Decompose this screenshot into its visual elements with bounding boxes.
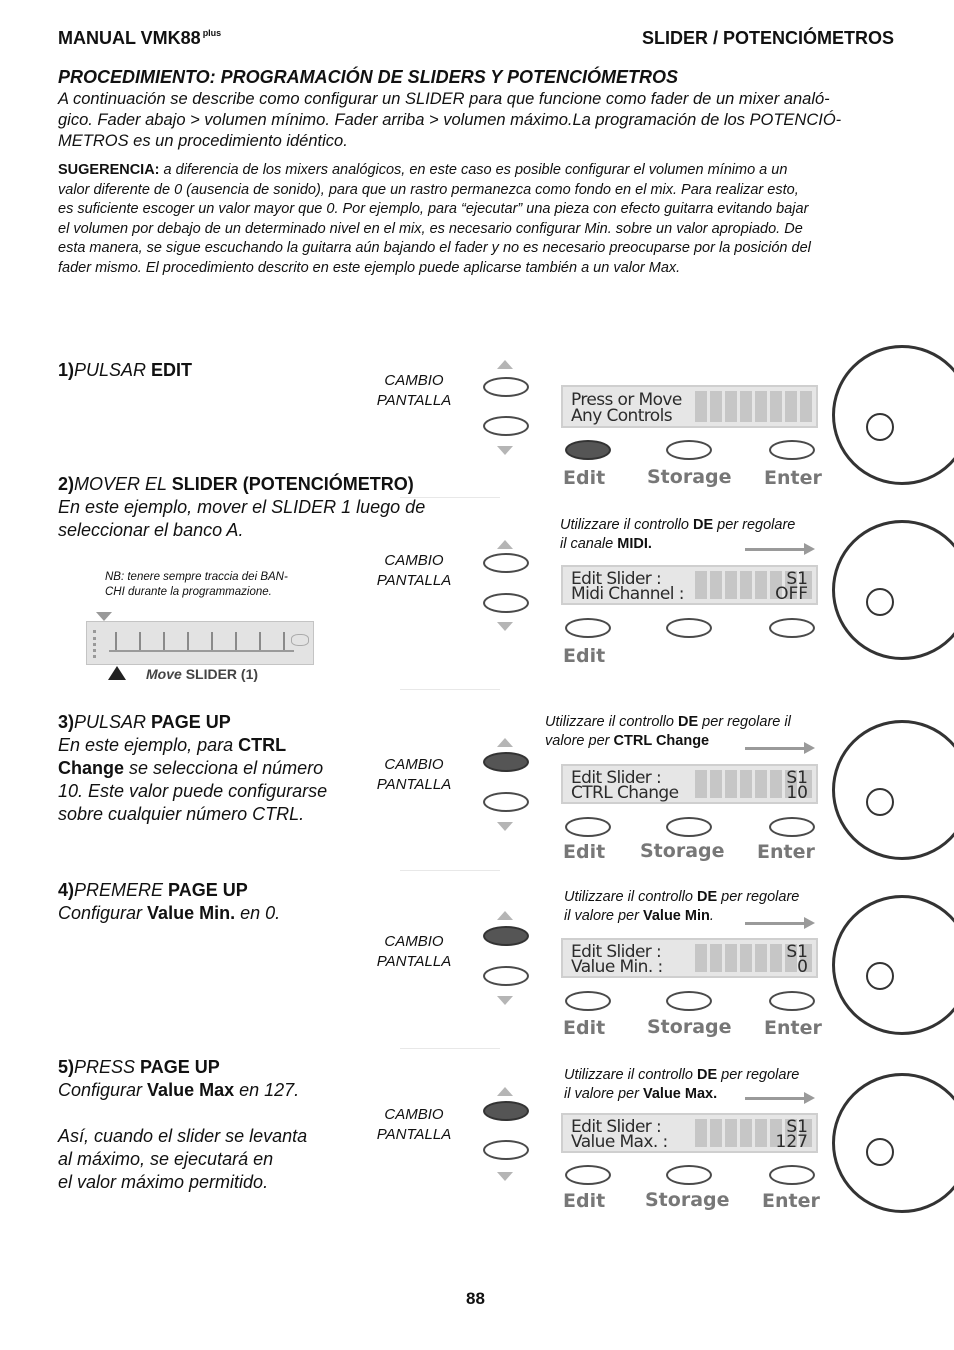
step-3: 3)PULSAR PAGE UP En este ejemplo, para CTRL Change se selecciona el número 10. Este valor puede configurarse sobre cualquier número CTRL. <box>58 712 328 824</box>
knob-indicator-icon <box>866 1138 894 1166</box>
page-up-arrow-icon <box>497 738 513 747</box>
edit-button[interactable] <box>565 991 611 1011</box>
tip-label: SUGERENCIA: <box>58 162 160 178</box>
cambio-pantalla-label: CAMBIO PANTALLA <box>376 372 452 409</box>
lcd-line-1: Edit Slider : <box>571 569 662 589</box>
lcd-value-2: OFF <box>775 584 808 604</box>
data-entry-knob-icon[interactable] <box>832 520 954 660</box>
slider-1-pointer-icon <box>108 666 126 680</box>
edit-button[interactable] <box>565 817 611 837</box>
enter-button[interactable] <box>769 440 815 460</box>
cambio-pantalla-label: CAMBIO PANTALLA <box>376 552 452 589</box>
storage-button[interactable] <box>666 991 712 1011</box>
page-down-arrow-icon <box>497 996 513 1005</box>
section-title: SLIDER / POTENCIÓMETROS <box>641 28 894 48</box>
lcd-line-2: Value Max. : <box>571 1132 668 1152</box>
enter-button[interactable] <box>769 991 815 1011</box>
intro-paragraph: A continuación se describe como configurar un SLIDER para que funcione como fader de un mixer analó- gico. Fader abajo > volumen mínimo. Fader arriba > volumen máximo.La programación de los POTENCIÓ- METROS es un procedimiento idéntico. <box>58 90 842 150</box>
lcd-value-1: S1 <box>786 942 808 962</box>
right-arrow-icon <box>745 922 805 925</box>
lcd-display-5 <box>561 1113 818 1153</box>
bank-a-marker-icon <box>96 612 112 621</box>
tip-paragraph: SUGERENCIA: a diferencia de los mixers analógicos, en este caso es posible configurar el volumen mínimo a un valor diferente de 0 (ausencia de sonido), para que un rastro permanezca como fondo en el mix. Para realizar esto, es suficiente escoger un valor mayor que 0. Por ejemplo, para “ejecutar” una pieza con efecto guitarra evitando bajar el volumen por debajo de un determinado nivel en el mix, es necesario configurar Min. sobre un valor apropiado. De esta manera, se sigue escuchando la guitarra aún bajando el fader y no es necesario preocuparse por la posición del fader mismo. El procedimiento descrito en este ejemplo puede aplicarse también a un valor Max. <box>58 162 811 276</box>
divider <box>400 689 500 690</box>
enter-label: Enter <box>762 1190 820 1212</box>
lcd-value-2: 127 <box>775 1132 808 1152</box>
edit-button[interactable] <box>565 618 611 638</box>
page-down-arrow-icon <box>497 822 513 831</box>
divider <box>400 1048 500 1049</box>
step-4: 4)PREMERE PAGE UP Configurar Value Min. en 0. <box>58 880 281 923</box>
storage-button[interactable] <box>666 440 712 460</box>
enter-label: Enter <box>764 467 822 489</box>
page-up-button[interactable] <box>483 1101 529 1121</box>
data-entry-knob-icon[interactable] <box>832 720 954 860</box>
lcd-line-2: Any Controls <box>571 406 672 426</box>
step-2: 2)MOVER EL SLIDER (POTENCIÓMETRO) En este ejemplo, mover el SLIDER 1 luego de seleccionar el banco A. <box>58 474 426 540</box>
note-step-2: Utilizzare il controllo DE per regolare il canale MIDI. <box>560 517 796 552</box>
lcd-line-1: Edit Slider : <box>571 1117 662 1137</box>
nb-note: NB: tenere sempre traccia dei BAN- CHI durante la programmazione. <box>105 571 288 598</box>
lcd-value-1: S1 <box>786 768 808 788</box>
manual-title: MANUAL VMK88 $^{plus}$ <box>58 28 222 48</box>
data-entry-knob-icon[interactable] <box>832 345 954 485</box>
lcd-line-2: CTRL Change <box>571 783 679 803</box>
page-up-button[interactable] <box>483 553 529 573</box>
page-down-button[interactable] <box>483 1140 529 1160</box>
step-1: 1)PULSAR EDIT <box>58 360 193 380</box>
edit-button[interactable] <box>565 1165 611 1185</box>
page-down-arrow-icon <box>497 446 513 455</box>
lcd-line-1: Edit Slider : <box>571 768 662 788</box>
page-up-button[interactable] <box>483 377 529 397</box>
lcd-line-2: Value Min. : <box>571 957 663 977</box>
storage-button[interactable] <box>666 1165 712 1185</box>
page-down-button[interactable] <box>483 966 529 986</box>
knob-indicator-icon <box>866 588 894 616</box>
knob-indicator-icon <box>866 413 894 441</box>
lcd-display-3 <box>561 764 818 804</box>
knob-indicator-icon <box>866 788 894 816</box>
edit-label: Edit <box>563 1190 606 1212</box>
enter-label: Enter <box>764 1017 822 1039</box>
page-down-button[interactable] <box>483 792 529 812</box>
edit-label: Edit <box>563 1017 606 1039</box>
page-down-arrow-icon <box>497 622 513 631</box>
cambio-pantalla-label: CAMBIO PANTALLA <box>376 756 452 793</box>
enter-button[interactable] <box>769 1165 815 1185</box>
page-up-button[interactable] <box>483 752 529 772</box>
right-arrow-icon <box>745 548 805 551</box>
page-up-arrow-icon <box>497 360 513 369</box>
page-up-arrow-icon <box>497 911 513 920</box>
lcd-display-2 <box>561 565 818 605</box>
data-entry-knob-icon[interactable] <box>832 1073 954 1213</box>
note-step-4: Utilizzare il controllo DE per regolare il valore per Value Min. <box>564 889 800 924</box>
storage-label: Storage <box>640 840 725 862</box>
lcd-value-2: 0 <box>797 957 808 977</box>
lcd-display-1 <box>561 385 818 428</box>
page-number: 88 <box>466 1289 485 1308</box>
storage-button[interactable] <box>666 817 712 837</box>
enter-button[interactable] <box>769 618 815 638</box>
right-arrow-icon <box>745 1097 805 1100</box>
page-down-arrow-icon <box>497 1172 513 1181</box>
cambio-pantalla-label: CAMBIO PANTALLA <box>376 933 452 970</box>
data-entry-knob-icon[interactable] <box>832 895 954 1035</box>
lcd-value-1: S1 <box>786 1117 808 1137</box>
step-5: 5)PRESS PAGE UP Configurar Value Max en 127. Así, cuando el slider se levanta al máximo, se ejecutará en el valor máximo permitido. <box>58 1057 308 1192</box>
edit-button[interactable] <box>565 440 611 460</box>
note-step-3: Utilizzare il controllo DE per regolare il valore per CTRL Change <box>545 714 791 749</box>
lcd-line-1: Edit Slider : <box>571 942 662 962</box>
edit-label: Edit <box>563 467 606 489</box>
divider <box>400 870 500 871</box>
page-up-arrow-icon <box>497 540 513 549</box>
page-down-button[interactable] <box>483 593 529 613</box>
move-slider-caption: Move SLIDER (1) <box>146 666 259 682</box>
procedure-title: PROCEDIMIENTO: PROGRAMACIÓN DE SLIDERS Y POTENCIÓMETROS <box>58 67 679 87</box>
lcd-line-2: Midi Channel : <box>571 584 684 604</box>
storage-label: Storage <box>647 1016 732 1038</box>
storage-label: Storage <box>647 466 732 488</box>
right-arrow-icon <box>745 747 805 750</box>
lcd-grid <box>695 391 812 422</box>
storage-button[interactable] <box>666 618 712 638</box>
cambio-pantalla-label: CAMBIO PANTALLA <box>376 1106 452 1143</box>
enter-button[interactable] <box>769 817 815 837</box>
lcd-line-1: Press or Move <box>571 390 682 410</box>
lcd-value-1: S1 <box>786 569 808 589</box>
slider-panel-image <box>86 621 314 665</box>
page-up-arrow-icon <box>497 1087 513 1096</box>
enter-label: Enter <box>757 841 815 863</box>
edit-label: Edit <box>563 841 606 863</box>
storage-label: Storage <box>645 1189 730 1211</box>
page-down-button[interactable] <box>483 416 529 436</box>
edit-label: Edit <box>563 645 606 667</box>
lcd-display-4 <box>561 938 818 978</box>
note-step-5: Utilizzare il controllo DE per regolare il valore per Value Max. <box>564 1067 800 1102</box>
page-up-button[interactable] <box>483 926 529 946</box>
lcd-value-2: 10 <box>786 783 808 803</box>
knob-indicator-icon <box>866 962 894 990</box>
